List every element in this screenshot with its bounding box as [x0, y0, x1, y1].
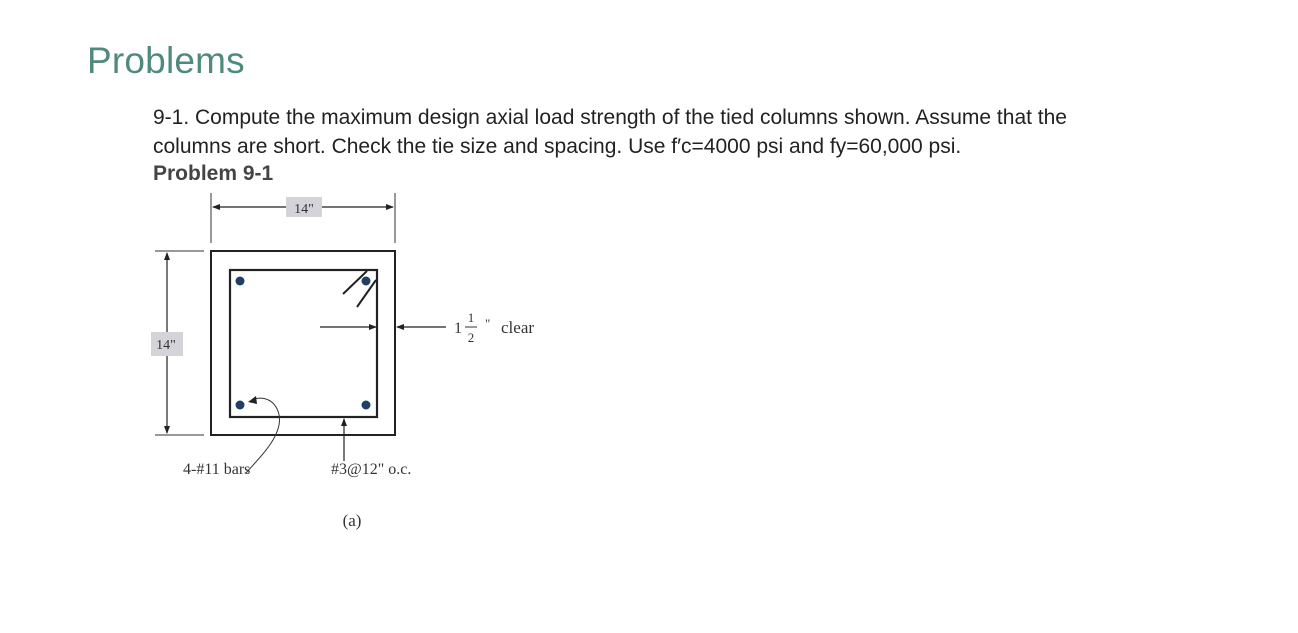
- rebar-dot-top-right: [362, 277, 371, 286]
- clear-cover-word: clear: [501, 318, 535, 337]
- clear-cover-denominator: 2: [467, 330, 475, 345]
- tie-outline: [230, 270, 377, 417]
- ties-label: #3@12" o.c.: [331, 461, 412, 478]
- problem-statement-line-1: 9-1. Compute the maximum design axial load strength of the tied columns shown. Assume that the: [153, 106, 1067, 129]
- rebar-dot-bottom-right: [362, 401, 371, 410]
- problem-statement-line-2: columns are short. Check the tie size and spacing. Use f′c=4000 psi and fy=60,000 psi.: [153, 135, 962, 158]
- figure-caption: (a): [342, 511, 362, 530]
- clear-cover-whole: 1: [454, 320, 462, 337]
- bars-label: 4-#11 bars: [183, 461, 251, 478]
- clear-cover-numerator: 1: [467, 310, 475, 325]
- bars-leader-arrowhead: [248, 396, 257, 404]
- tie-hook: [343, 271, 376, 307]
- figure-title: Problem 9-1: [153, 162, 274, 185]
- rebar-dot-bottom-left: [236, 401, 245, 410]
- rebar-dot-top-left: [236, 277, 245, 286]
- clear-cover-inch-mark: ": [485, 316, 491, 331]
- height-dimension: [151, 251, 204, 435]
- width-dimension-label: 14": [294, 202, 314, 217]
- clear-cover-dimension: [320, 310, 534, 345]
- height-dimension-label: 14": [156, 338, 176, 353]
- width-dimension: [211, 193, 395, 243]
- page-heading: Problems: [87, 40, 245, 81]
